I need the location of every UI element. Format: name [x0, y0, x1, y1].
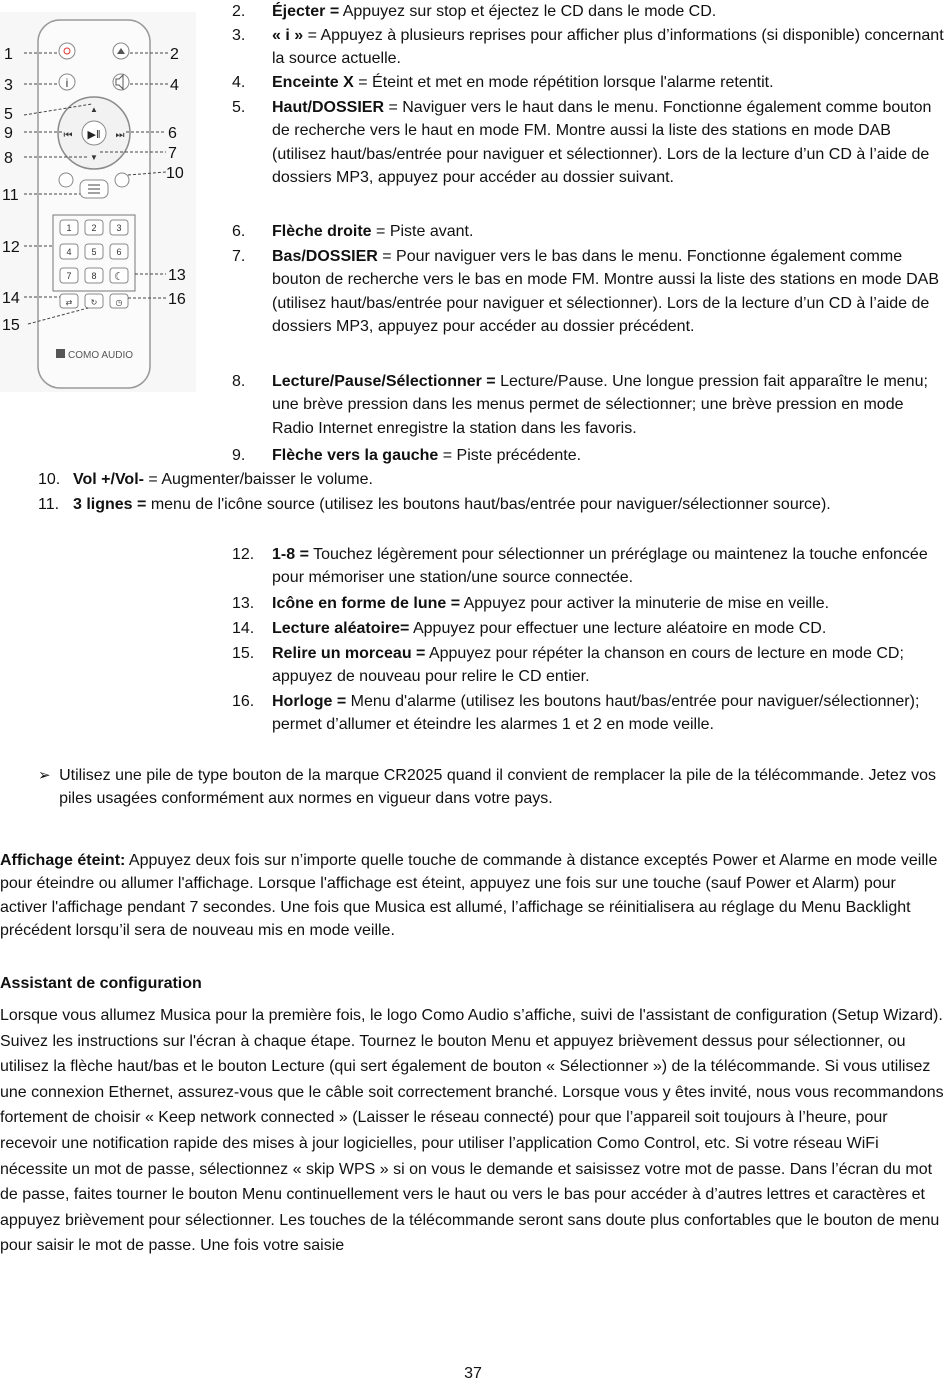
- list-number: 5.: [232, 99, 246, 116]
- svg-text:⏭: ⏭: [115, 130, 125, 141]
- item-text: = Appuyez à plusieurs reprises pour afficher plus d’informations (si disponible) concernant la source actuelle.: [272, 27, 944, 68]
- svg-text:i: i: [65, 76, 69, 90]
- item-key: Bas/DOSSIER: [272, 248, 378, 265]
- setup-heading: Assistant de configuration: [0, 975, 202, 992]
- brand-logo: COMO AUDIO: [68, 350, 134, 361]
- list-number: 16.: [232, 693, 255, 710]
- list-number: 9.: [232, 447, 246, 464]
- callout-number: 14: [2, 290, 20, 307]
- item-key: Lecture aléatoire=: [272, 620, 410, 637]
- callout-number: 1: [4, 46, 13, 63]
- item-text: Appuyez pour effectuer une lecture aléatoire en mode CD.: [409, 620, 827, 637]
- callout-number: 13: [168, 267, 186, 284]
- list-item: [38, 493, 944, 516]
- keypad-label: 3: [116, 223, 122, 233]
- keypad-label: 8: [91, 271, 97, 281]
- display-off-paragraph: [0, 849, 946, 943]
- item-key: Relire un morceau =: [272, 645, 426, 662]
- battery-note: [38, 764, 938, 811]
- list-item: [232, 96, 944, 190]
- item-text: = Augmenter/baisser le volume.: [143, 471, 373, 488]
- list-number: 13.: [232, 595, 255, 612]
- item-key: « i »: [272, 27, 304, 44]
- item-text: Appuyez pour activer la minuterie de mise en veille.: [460, 595, 830, 612]
- item-key: Vol +/Vol-: [73, 471, 144, 488]
- item-text: = Piste précédente.: [438, 447, 582, 464]
- keypad-label: 1: [66, 223, 72, 233]
- item-text: = Piste avant.: [371, 223, 474, 240]
- callout-number: 6: [168, 125, 177, 142]
- arrow-bullet-icon: ➢: [38, 767, 51, 784]
- callout-number: 16: [168, 291, 186, 308]
- setup-paragraph: Lorsque vous allumez Musica pour la première fois, le logo Como Audio s’affiche, suivi de l'assistant de configuration (Setup Wizard). Suivez les instructions sur l'écran à chaque étape. Tournez le bouton Menu et appuyez brièvement dessus pour sélectionner, ou utilisez la flèche haut/bas et le bouton Lecture (qui sert également de bouton « Sélectionner ») de la télécommande. Si vous utilisez une connexion Ethernet, assurez-vous que le câble soit correctement branché. Lorsque vous y êtes invité, nous vous recommandons fortement de choisir « Keep network connected » (Laisser le réseau connecté) pour que l’appareil soit toujours à l’heure, pour recevoir une notification rapide des mises à jour logicielles, pour utiliser l’application Como Control, etc. Si votre réseau WiFi nécessite un mot de passe, sélectionnez « skip WPS » si on vous le demande et saisissez votre mot de passe. Dans l’écran du mot de passe, faites tourner le bouton Menu continuellement vers le haut ou vers le bas pour accéder à d’autres lettres et caractères et appuyez brièvement pour sélectionner. Les touches de la télécommande seront sans doute plus confortables que le bouton de menu pour saisir le mot de passe. Une fois votre saisie: [0, 1007, 944, 1255]
- list-item: [232, 245, 944, 339]
- list-item: [232, 690, 944, 737]
- item-key: Horloge =: [272, 693, 347, 710]
- list-number: 4.: [232, 74, 246, 91]
- item-key: Flèche droite: [272, 223, 372, 240]
- item-key: Flèche vers la gauche: [272, 447, 439, 464]
- keypad-label: 2: [91, 223, 97, 233]
- svg-text:▶‖: ▶‖: [87, 129, 101, 141]
- list-number: 2.: [232, 3, 246, 20]
- list-item: [232, 592, 944, 615]
- list-item: [232, 0, 944, 23]
- list-number: 11.: [38, 496, 60, 513]
- list-item: [232, 617, 944, 640]
- list-number: 7.: [232, 248, 246, 265]
- svg-text:▼: ▼: [90, 153, 98, 162]
- item-text: Appuyez sur stop et éjectez le CD dans le mode CD.: [339, 3, 717, 20]
- callout-number: 15: [2, 317, 20, 334]
- callout-number: 11: [2, 187, 19, 204]
- list-item: [232, 370, 944, 440]
- item-text: Menu d'alarme (utilisez les boutons haut/bas/entrée pour naviguer/sélectionner); permet d’allumer et éteindre les alarmes 1 et 2 en mode veille.: [272, 693, 920, 734]
- list-number: 14.: [232, 620, 255, 637]
- page-number: 37: [464, 1365, 482, 1382]
- repeat-icon: ↻: [90, 298, 98, 307]
- callout-number: 7: [168, 145, 177, 162]
- display-off-text: Appuyez deux fois sur n’importe quelle touche de commande à distance exceptés Power et Alarme en mode veille pour éteindre ou allumer l'affichage. Lorsque l'affichage est éteint, appuyez une fois sur une touche (sauf Power et Alarm) pour activer l'affichage pendant 7 secondes. Une fois que Musica est allumé, l’affichage se réinitialisera au réglage du Menu Backlight précédent lorsqu’il sera de nouveau mis en mode veille.: [0, 852, 938, 940]
- callout-number: 3: [4, 77, 13, 94]
- item-text: Touchez légèrement pour sélectionner un préréglage ou maintenez la touche enfoncée pour mémoriser une station/une source connectée.: [272, 546, 928, 587]
- list-item: [232, 543, 944, 590]
- item-text: = Éteint et met en mode répétition lorsque l'alarme retentit.: [353, 74, 774, 91]
- callout-number: 8: [4, 150, 13, 167]
- list-item: [232, 444, 944, 467]
- callout-number: 4: [170, 77, 179, 94]
- callout-number: 10: [166, 165, 184, 182]
- list-item: [232, 642, 944, 689]
- item-text: Lecture/Pause. Une longue pression fait apparaître le menu; une brève pression dans les menus permet de sélectionner; une brève pression en mode Radio Internet enregistre la station dans les favoris.: [272, 373, 928, 437]
- item-key: Enceinte X: [272, 74, 354, 91]
- list-item: [232, 220, 944, 243]
- keypad-label: 4: [66, 247, 72, 257]
- moon-icon: ☾: [114, 271, 124, 283]
- item-text: = Pour naviguer vers le bas dans le menu. Fonctionne également comme bouton de recherche vers le bas en mode FM. Montre aussi la liste des stations en mode DAB (utilisez haut/bas/entrée pour naviguer et sélectionner). Lors de la lecture d’un CD à l’aide de dossiers MP3, appuyez pour accéder au dossier précédent.: [272, 248, 940, 336]
- list-item: [232, 24, 944, 71]
- list-number: 12.: [232, 546, 255, 563]
- keypad-label: 6: [116, 247, 122, 257]
- item-key: Icône en forme de lune =: [272, 595, 461, 612]
- callout-number: 2: [170, 46, 179, 63]
- remote-control-illustration: [0, 12, 196, 392]
- list-number: 8.: [232, 373, 246, 390]
- battery-note-text: Utilisez une pile de type bouton de la marque CR2025 quand il convient de remplacer la pile de la télécommande. Jetez vos piles usagées conformément aux normes en vigueur dans votre pays.: [59, 767, 937, 808]
- callout-number: 5: [4, 106, 13, 123]
- item-text: = Naviguer vers le haut dans le menu. Fonctionne également comme bouton de recherche vers le haut en mode FM. Montre aussi la liste des stations en mode DAB (utilisez haut/bas/entrée pour naviguer et sélectionner). Lors de la lecture d’un CD à l’aide de dossiers MP3, appuyez pour accéder au dossier suivant.: [272, 99, 932, 187]
- list-number: 3.: [232, 27, 246, 44]
- clock-icon: ◷: [115, 298, 123, 307]
- list-number: 15.: [232, 645, 255, 662]
- item-key: 1-8 =: [272, 546, 309, 563]
- svg-text:▲: ▲: [90, 105, 98, 114]
- list-item: [232, 71, 944, 94]
- display-off-label: Affichage éteint:: [0, 852, 126, 869]
- item-key: 3 lignes =: [73, 496, 147, 513]
- item-key: Lecture/Pause/Sélectionner =: [272, 373, 496, 390]
- svg-text:⏮: ⏮: [63, 130, 73, 141]
- keypad-label: 5: [91, 247, 97, 257]
- callout-number: 12: [2, 239, 20, 256]
- item-text: Appuyez pour répéter la chanson en cours de lecture en mode CD; appuyez de nouveau pour relire le CD entier.: [272, 645, 904, 686]
- keypad-label: 7: [66, 271, 72, 281]
- list-number: 6.: [232, 223, 246, 240]
- item-key: Éjecter =: [272, 3, 340, 20]
- item-key: Haut/DOSSIER: [272, 99, 385, 116]
- item-text: menu de l'icône source (utilisez les boutons haut/bas/entrée pour naviguer/sélectionner source).: [146, 496, 831, 513]
- list-number: 10.: [38, 471, 61, 488]
- callout-number: 9: [4, 125, 13, 142]
- list-item: [38, 468, 944, 491]
- shuffle-icon: ⇄: [65, 298, 73, 307]
